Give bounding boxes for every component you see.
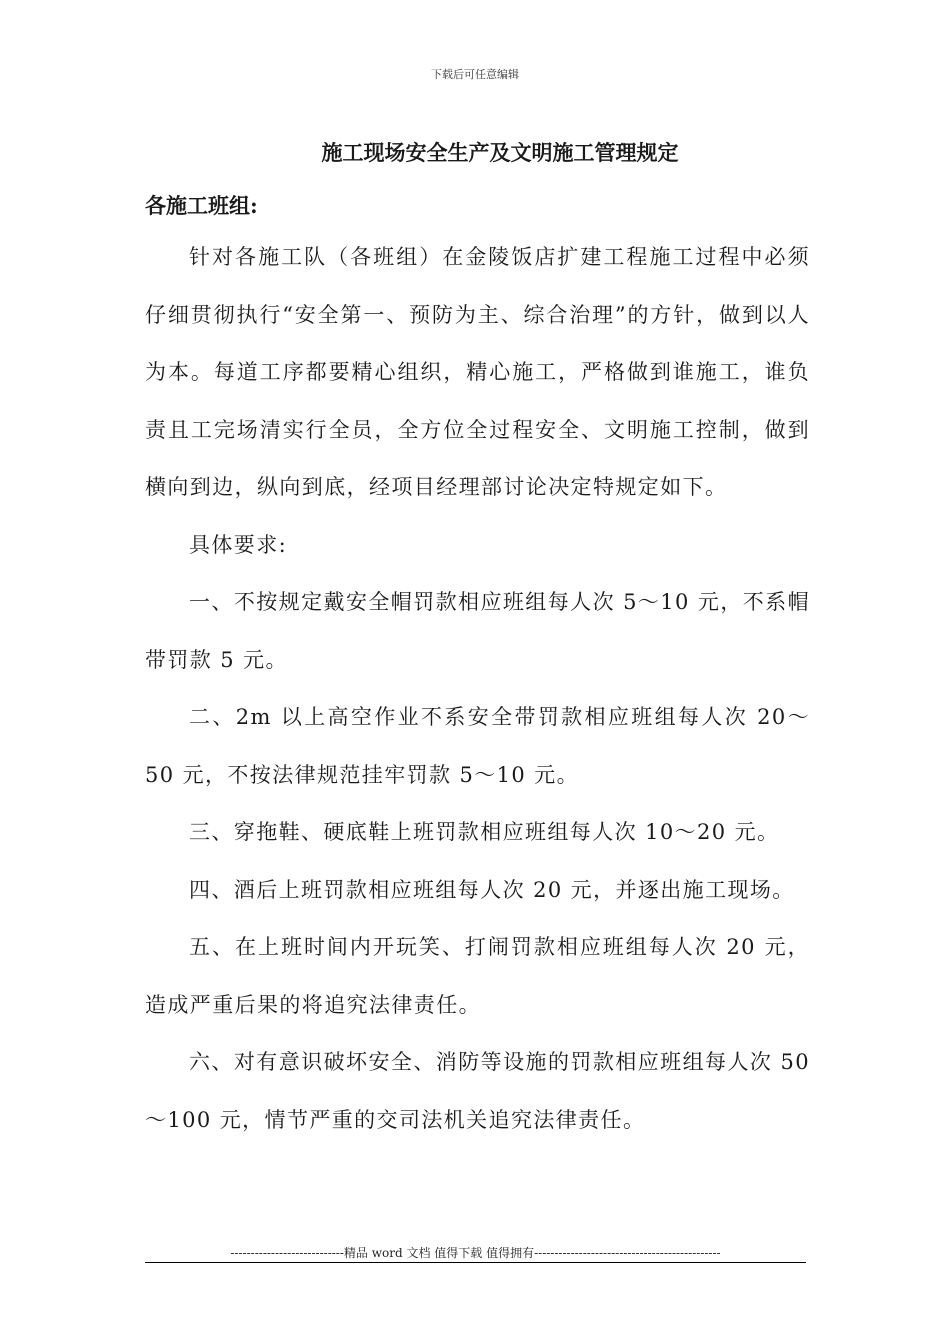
footer-text: ----------------------------精品 word 文档 值得下载 值得拥有---------------------------------------------- [230, 1246, 721, 1260]
requirements-heading: 具体要求: [189, 532, 288, 557]
document-title: 施工现场安全生产及文明施工管理规定 [321, 140, 679, 165]
requirement-item: 一、不按规定戴安全帽罚款相应班组每人次 5～10 元，不系帽带罚款 5 元。 [145, 590, 810, 672]
requirement-item: 二、2m 以上高空作业不系安全带罚款相应班组每人次 20～50 元，不按法律规范挂牢罚款 5～10 元。 [145, 705, 810, 787]
intro-paragraph: 针对各施工队（各班组）在金陵饭店扩建工程施工过程中必须仔细贯彻执行“安全第一、预防为主、综合治理”的方针，做到以人为本。每道工序都要精心组织，精心施工，严格做到谁施工，谁负责且工完场清实行全员，全方位全过程安全、文明施工控制，做到横向到边，纵向到底，经项目经理部讨论决定特规定如下。 [145, 245, 810, 499]
requirement-item: 四、酒后上班罚款相应班组每人次 20 元，并逐出施工现场。 [189, 877, 795, 902]
footer-divider [145, 1262, 806, 1263]
header-note: 下载后可任意编辑 [431, 68, 519, 81]
requirement-item: 三、穿拖鞋、硬底鞋上班罚款相应班组每人次 10～20 元。 [189, 820, 780, 844]
requirement-item: 六、对有意识破坏安全、消防等设施的罚款相应班组每人次 50～100 元，情节严重的交司法机关追究法律责任。 [145, 1050, 810, 1132]
addressee: 各施工班组: [145, 193, 258, 218]
requirement-item: 五、在上班时间内开玩笑、打闹罚款相应班组每人次 20 元，造成严重后果的将追究法律责任。 [145, 935, 810, 1017]
document-body [145, 229, 810, 1149]
